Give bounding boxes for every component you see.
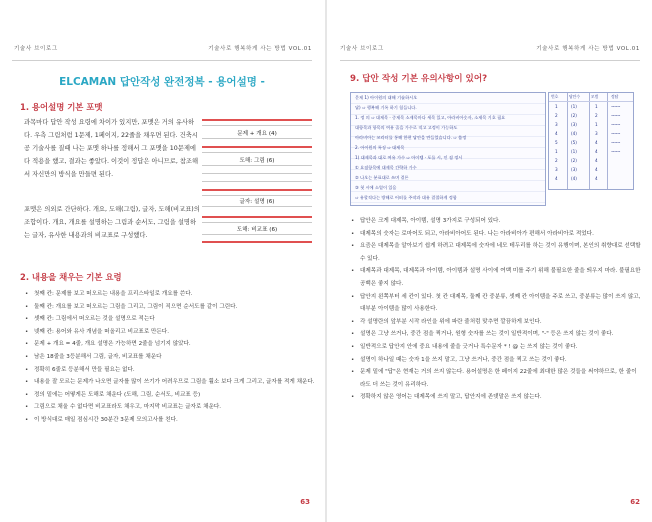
section1-paragraph-2: 포맷은 의외로 간단하다. 개요, 도해(그림), 글자, 도해(비교표)의 조합이다. 개요, 개요를 설명하는 그림과 순서도, 그림을 설명하는 글자, 유사한 내용과의 비교표로 구성했다. xyxy=(24,206,200,239)
diagram-red-line xyxy=(202,119,312,121)
answer-cell: (3) xyxy=(571,167,577,172)
answer-cell: 4 xyxy=(595,140,598,145)
answer-sheet-header: 번호 xyxy=(551,94,559,99)
answer-cell: (2) xyxy=(571,113,577,118)
answer-sheet-sample xyxy=(548,92,634,190)
list-item: • 요즘은 대제목을 알아보기 쉽게 하려고 대제목에 숫자에 네모 테두리를 하는 것이 유행이며, 본인의 취향대로 선택할 수 있다. xyxy=(350,240,642,265)
answer-cell: (1) xyxy=(571,104,577,109)
answer-cell: (4) xyxy=(571,131,577,136)
answer-cell: 1 xyxy=(555,104,558,109)
answer-cell: 5 xyxy=(555,140,558,145)
section1-heading: 1. 용어설명 기본 포맷 xyxy=(20,102,103,112)
handwritten-line: 아라비아는 쓰라터를 통해 한편 답안을 만들었습니다. ⇨ 쓸정 xyxy=(355,135,467,140)
list-item: • 그림으로 채울 수 없다면 비교표라도 채우고, 마지막 비교표는 글자로 채운다. xyxy=(24,401,316,414)
list-item: • 문제 밑에 "답"은 현재는 거의 쓰지 않는다. 용어설명은 한 페이지 22줄에 최대한 많은 것들을 써야하므로, 한 줄이라도 더 쓰는 것이 유리하다. xyxy=(350,366,642,391)
answer-cell: 4 xyxy=(595,176,598,181)
answer-cell: 2 xyxy=(555,113,558,118)
list-item: • 답안은 크게 대제목, 아이템, 설명 3가지로 구성되어 있다. xyxy=(350,215,642,228)
diagram-red-line xyxy=(202,241,312,243)
list-item: • 정의 밑에는 어떻게든 도해로 채운다 (도해, 그림, 순서도, 비교표 등) xyxy=(24,389,316,402)
section2-heading: 2. 내용을 채우는 기본 요령 xyxy=(20,272,122,282)
running-header-left: 기술사 브이로그 xyxy=(340,46,384,52)
handwritten-line: 답) ⇨ 행복해 기록 하기 힘들니다. xyxy=(355,105,417,110)
list-item: • 대제목과 대제목, 대제목과 아이템, 아이템과 설명 사이에 여백 미를 주기 위해 불필요한 줄을 띄우지 마라. 불필요한 공백은 좋지 않다. xyxy=(350,265,642,290)
answer-cell: (3) xyxy=(571,122,577,127)
running-header-right: 기술사로 행복하게 사는 방법 VOL.01 xyxy=(208,46,312,52)
page-number: 62 xyxy=(630,498,640,506)
answer-cell: (1) xyxy=(571,149,577,154)
answer-cell: (4) xyxy=(571,176,577,181)
list-item: • 일반적으로 답안지 안에 중요 내용에 줄을 긋거나 특수문자 * ! @ 는 쓰지 않는 것이 좋다. xyxy=(350,341,642,354)
answer-cell: 1 xyxy=(595,104,598,109)
list-item: • 남은 18줄을 3등분해서 그림, 글자, 비교표를 채운다 xyxy=(24,351,316,364)
answer-cell: 3 xyxy=(555,122,558,127)
handwritten-line: ③ 첫 시에 소열이 있음 xyxy=(355,185,397,190)
answer-cell: 4 xyxy=(595,167,598,172)
page-number: 63 xyxy=(300,498,310,506)
diagram-red-line xyxy=(202,216,312,218)
list-item: • 첫째 칸: 문제를 보고 떠오르는 내용을 프리스타일로 개요를 쓴다. xyxy=(24,288,316,301)
tally-mark: ~~~ xyxy=(611,131,621,136)
tally-mark: ~~~ xyxy=(611,122,621,127)
book-gutter xyxy=(325,0,327,522)
handwritten-line: 1) 대제목과 대로 여유 가수 ⇨ 아이템 · 포를 시, 인 점 정시 xyxy=(355,155,463,160)
handwritten-line: 대항목과 항목의 여유 줄을 가수로 적고 고정이 가능하도 xyxy=(355,125,458,130)
diagram-label-text: 글자: 설명 (6) xyxy=(239,199,275,205)
format-diagram xyxy=(202,119,312,247)
section2-bullet-list xyxy=(24,288,316,427)
answer-cell: (2) xyxy=(571,158,577,163)
diagram-label-outline: 문제 + 개요 (4) xyxy=(237,131,277,137)
running-header-left: 기술사 브이로그 xyxy=(14,46,58,52)
answer-cell: 3 xyxy=(595,131,598,136)
list-item: • 각 설명란의 앞부분 시작 라인을 위에 파란 줄처럼 맞추면 깔끔하게 보인다. xyxy=(350,316,642,329)
list-item: • 설명은 그냥 쓰거나, 중간 점을 찍거나, 원형 숫자를 쓰는 것이 일반적이며, "-" 등은 쓰지 않는 것이 좋다. xyxy=(350,328,642,341)
list-item: • 넷째 칸: 용어와 유사 개념을 떠올리고 비교표로 만든다. xyxy=(24,326,316,339)
diagram-red-line xyxy=(202,189,312,191)
handwritten-line: 2. 아이원의 특징 ⇨ 대제목 xyxy=(355,145,405,150)
diagram-label-figure: 도해: 그림 (6) xyxy=(239,158,275,164)
answer-cell: 2 xyxy=(595,113,598,118)
header-rule xyxy=(12,60,312,61)
answer-sheet-header: 답안수 xyxy=(569,94,581,99)
handwritten-answer-sample xyxy=(350,92,546,206)
page-title: ELCAMAN 답안작성 완전정복 - 용어설명 - xyxy=(59,76,265,88)
answer-cell: 4 xyxy=(555,131,558,136)
header-rule xyxy=(340,60,640,61)
list-item: • 둘째 칸: 개요를 보고 떠오르는 그림을 그리고, 그림이 직으면 순서도를 같이 그린다. xyxy=(24,301,316,314)
list-item: • 내용을 잘 모르는 문제가 나오면 글자를 많이 쓰기가 어려우므로 그림을 훨소 보다 크게 그리고, 글자를 적게 채운다. xyxy=(24,376,316,389)
answer-sheet-header: 모범 xyxy=(591,94,599,99)
diagram-red-line xyxy=(202,146,312,148)
tally-mark: ~~~ xyxy=(611,140,621,145)
tally-mark: ~~~ xyxy=(611,113,621,118)
handwritten-line: ② 나오는 분표대로 쓰며 결론 xyxy=(355,175,409,180)
answer-cell: 4 xyxy=(595,158,598,163)
handwritten-line: ① 요점항목에 대제목 간략하 가수 xyxy=(355,165,417,170)
answer-cell: 3 xyxy=(555,167,558,172)
section1-paragraph-1: 과목마다 답안 작성 요령에 차이가 있지만, 포맷은 거의 유사하다. 우측 그림처럼 1문제, 1페이지, 22줄을 채우면 된다. 건축시공 기술사를 질때 나는 포맷 하나를 정해서 그 포맷을 10문제에다 적용을 했고, 결과는 좋았다. 이것이 정답은 아니므로, 참조해서 자신만의 방식을 만들면 된다. xyxy=(24,119,199,178)
tally-mark: ~~~ xyxy=(611,104,621,109)
guideline-bullet-list xyxy=(350,215,642,404)
list-item: • 문제 + 개요 = 4줄, 개요 설명은 가능하면 2줄을 넘기지 않았다. xyxy=(24,338,316,351)
answer-cell: 4 xyxy=(595,149,598,154)
diagram-label-table: 도해: 비교표 (6) xyxy=(236,227,278,233)
list-item: • 정확히 6줄로 등분해서 만들 필요는 없다. xyxy=(24,364,316,377)
list-item: • 정확하지 않은 영어는 대제목에 쓰지 말고, 답안지에 존댓말은 쓰지 않는다. xyxy=(350,391,642,404)
running-header-right: 기술사로 행복하게 사는 방법 VOL.01 xyxy=(536,46,640,52)
answer-cell: 1 xyxy=(555,149,558,154)
answer-cell: 1 xyxy=(595,122,598,127)
answer-cell: 2 xyxy=(555,158,558,163)
section-heading: 9. 답안 작성 기본 유의사항이 있어? xyxy=(350,74,488,84)
handwritten-line: 문제 1) 아이원의 대해 기술하시오 xyxy=(355,95,418,100)
right-page xyxy=(328,0,652,522)
left-page xyxy=(0,0,324,522)
tally-mark: ~~~ xyxy=(611,149,621,154)
list-item: • 이 방식대로 매일 점심시간 30분간 3문제 모의고사를 친다. xyxy=(24,414,316,427)
answer-sheet-header: 정답 xyxy=(611,94,619,99)
list-item: • 셋째 칸: 그림에서 떠오르는 것을 설명으로 적는다 xyxy=(24,313,316,326)
handwritten-line: ⇨ 유할적다는 방해로 어떠를 주작과 대유 결절하게 정함 xyxy=(355,195,457,200)
list-item: • 답안지 왼쪽부터 세 칸이 있다. 첫 칸 대제목, 둘째 칸 중분류, 셋째 칸 아이템을 주로 쓰고, 중분류는 많이 쓰지 않고, 대부분 아이템을 많이 사용한다. xyxy=(350,291,642,316)
answer-cell: (5) xyxy=(571,140,577,145)
list-item: • 설명이 하나일 때는 숫자 1을 쓰지 말고, 그냥 쓰거나, 중간 점을 찍고 쓰는 것이 좋다. xyxy=(350,354,642,367)
list-item: • 대제목의 숫자는 로마어도 되고, 아라비아어도 된다. 나는 아라비아가 편해서 아라비아로 적었다. xyxy=(350,228,642,241)
handwritten-line: 1. 정 의 ⇨ 대제목 · 중제목 소제목마다 세목 있고, 아라비아숫자, 소제목 기호 필요 xyxy=(355,115,506,120)
answer-cell: 4 xyxy=(555,176,558,181)
